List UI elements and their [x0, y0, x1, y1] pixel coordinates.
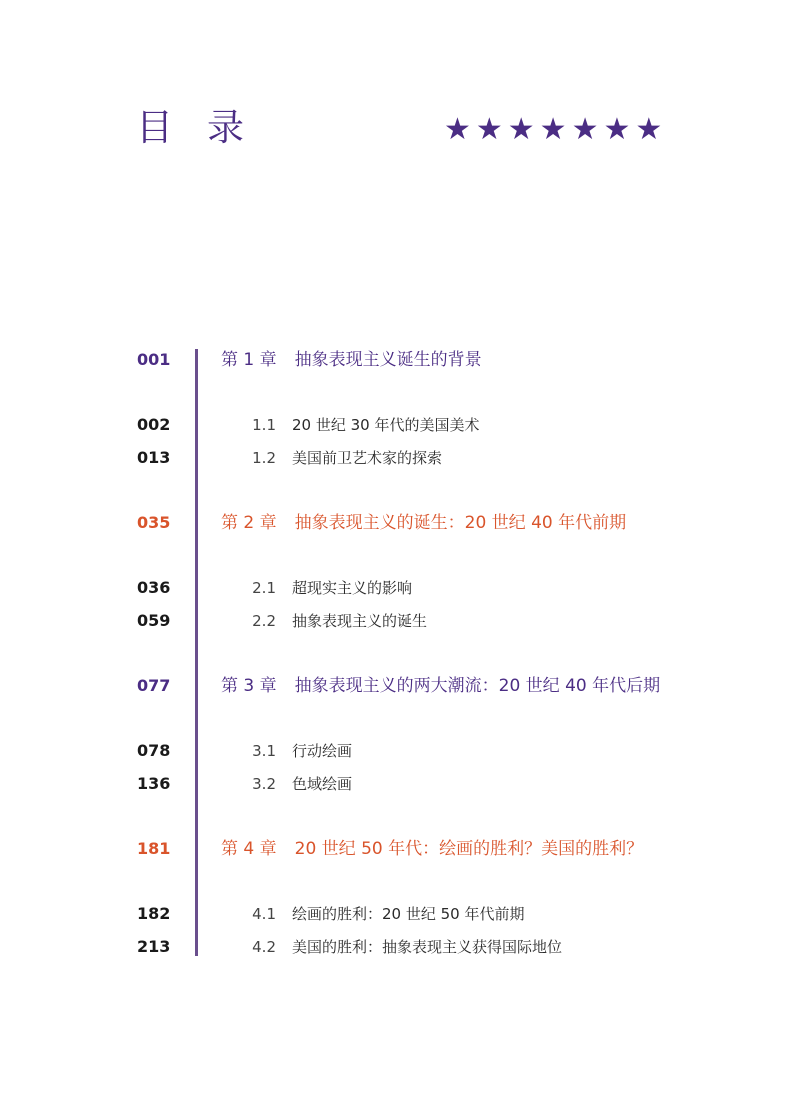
- chapter-title: 抽象表现主义诞生的背景: [294, 350, 482, 370]
- section-page-number: 213: [137, 937, 171, 956]
- section-page-number: 182: [137, 904, 171, 923]
- section-title: 行动绘画: [292, 742, 353, 760]
- section-number: 3.1: [252, 742, 276, 760]
- title-char-2: 录: [207, 106, 278, 149]
- section-title: 美国前卫艺术家的探索: [292, 449, 443, 467]
- section-number: 1.2: [252, 449, 276, 467]
- toc-chapter-2[interactable]: [0, 509, 790, 537]
- toc-section-3-1[interactable]: [0, 737, 790, 765]
- section-number: 4.1: [252, 905, 276, 923]
- chapter-label: 第 2 章: [221, 513, 277, 533]
- chapter-title: 抽象表现主义的诞生：20 世纪 40 年代前期: [294, 513, 627, 533]
- section-title: 抽象表现主义的诞生: [292, 612, 428, 630]
- section-page-number: 013: [137, 448, 171, 467]
- chapter-heading: [221, 672, 660, 700]
- section-number: 2.2: [252, 612, 276, 630]
- chapter-heading: [221, 835, 643, 863]
- section-page-number: 136: [137, 774, 171, 793]
- toc-divider-line: [195, 349, 198, 956]
- section-number: 1.1: [252, 416, 276, 434]
- section-page-number: 078: [137, 741, 171, 760]
- star-decoration-icon: ★★★★★★★: [444, 112, 668, 147]
- chapter-label: 第 4 章: [221, 839, 277, 859]
- toc-section-4-1[interactable]: [0, 900, 790, 928]
- section-page-number: 059: [137, 611, 171, 630]
- toc-section-2-1[interactable]: [0, 574, 790, 602]
- chapter-page-number: 035: [137, 513, 171, 532]
- toc-chapter-4[interactable]: [0, 835, 790, 863]
- toc-section-2-2[interactable]: [0, 607, 790, 635]
- toc-section-1-1[interactable]: [0, 411, 790, 439]
- section-title: 美国的胜利：抽象表现主义获得国际地位: [292, 938, 563, 956]
- chapter-heading: [221, 346, 482, 374]
- chapter-title: 20 世纪 50 年代：绘画的胜利？美国的胜利？: [294, 839, 644, 859]
- chapter-page-number: 181: [137, 839, 171, 858]
- section-number: 4.2: [252, 938, 276, 956]
- section-title: 绘画的胜利：20 世纪 50 年代前期: [292, 905, 525, 923]
- section-number: 3.2: [252, 775, 276, 793]
- section-title: 超现实主义的影响: [292, 579, 413, 597]
- chapter-page-number: 077: [137, 676, 171, 695]
- toc-section-1-2[interactable]: [0, 444, 790, 472]
- chapter-heading: [221, 509, 626, 537]
- chapter-page-number: 001: [137, 350, 171, 369]
- chapter-title: 抽象表现主义的两大潮流：20 世纪 40 年代后期: [294, 676, 661, 696]
- chapter-label: 第 3 章: [221, 676, 277, 696]
- section-page-number: 036: [137, 578, 171, 597]
- section-page-number: 002: [137, 415, 171, 434]
- title-char-1: 目: [136, 106, 207, 149]
- toc-chapter-1[interactable]: [0, 346, 790, 374]
- toc-chapter-3[interactable]: [0, 672, 790, 700]
- toc-section-4-2[interactable]: [0, 933, 790, 961]
- section-title: 色域绘画: [292, 775, 353, 793]
- page-title: [136, 104, 278, 152]
- section-number: 2.1: [252, 579, 276, 597]
- chapter-label: 第 1 章: [221, 350, 277, 370]
- toc-section-3-2[interactable]: [0, 770, 790, 798]
- section-title: 20 世纪 30 年代的美国美术: [292, 416, 480, 434]
